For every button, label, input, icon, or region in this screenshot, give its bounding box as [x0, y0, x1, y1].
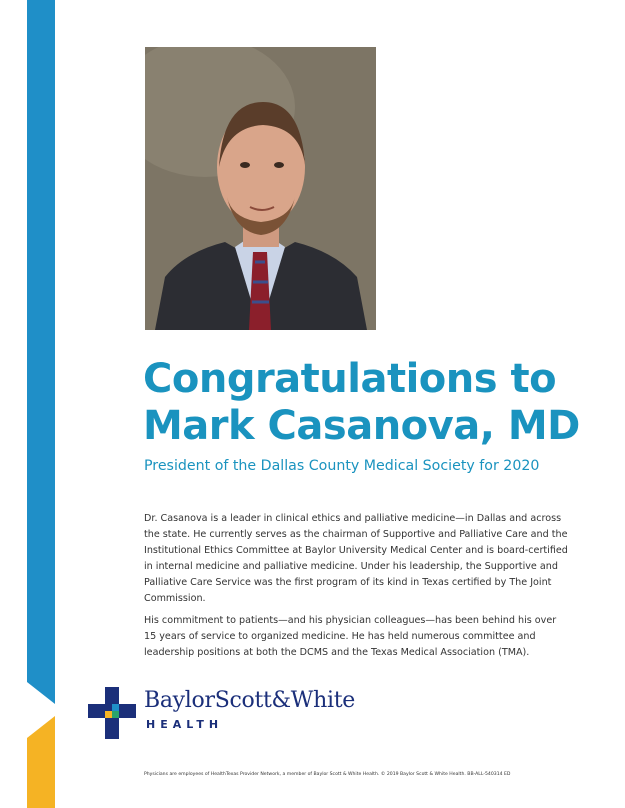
- logo-subline: HEALTH: [146, 718, 224, 731]
- gold-stripe: [27, 716, 55, 808]
- body-text: [144, 511, 569, 668]
- subheading: President of the Dallas County Medical Society for 2020: [144, 458, 540, 474]
- footnote: Physicians are employees of HealthTexas Provider Network, a member of Baylor Scott & White Health. © 2019 Baylor Scott & White Health. BB-ALL-540314 ED: [144, 772, 511, 777]
- cross-logo-icon: [88, 687, 140, 739]
- headline-line-2: Mark Casanova, MD: [143, 403, 580, 449]
- headline: [143, 356, 613, 450]
- body-paragraph-1: Dr. Casanova is a leader in clinical ethics and palliative medicine—in Dallas and across the state. He currently serves as the chairman of Supportive and Palliative Care and the Institutional Ethics Committee at Baylor University Medical Center and is board-certified in internal medicine and palliative medicine. Under his leadership, the Supportive and Palliative Care Service was the first program of its kind in Texas certified by The Joint Commission.: [144, 513, 568, 604]
- logo-wordmark: BaylorScott&White: [144, 688, 355, 713]
- portrait-photo: [145, 47, 376, 330]
- blue-stripe: [27, 0, 55, 704]
- body-paragraph-2: His commitment to patients—and his physician colleagues—has been behind his over 15 years of service to organized medicine. He has held numerous committee and leadership positions at both the DCMS and the Texas Medical Association (TMA).: [144, 615, 557, 659]
- brand-logo: [88, 687, 388, 739]
- headline-line-1: Congratulations to: [143, 356, 557, 402]
